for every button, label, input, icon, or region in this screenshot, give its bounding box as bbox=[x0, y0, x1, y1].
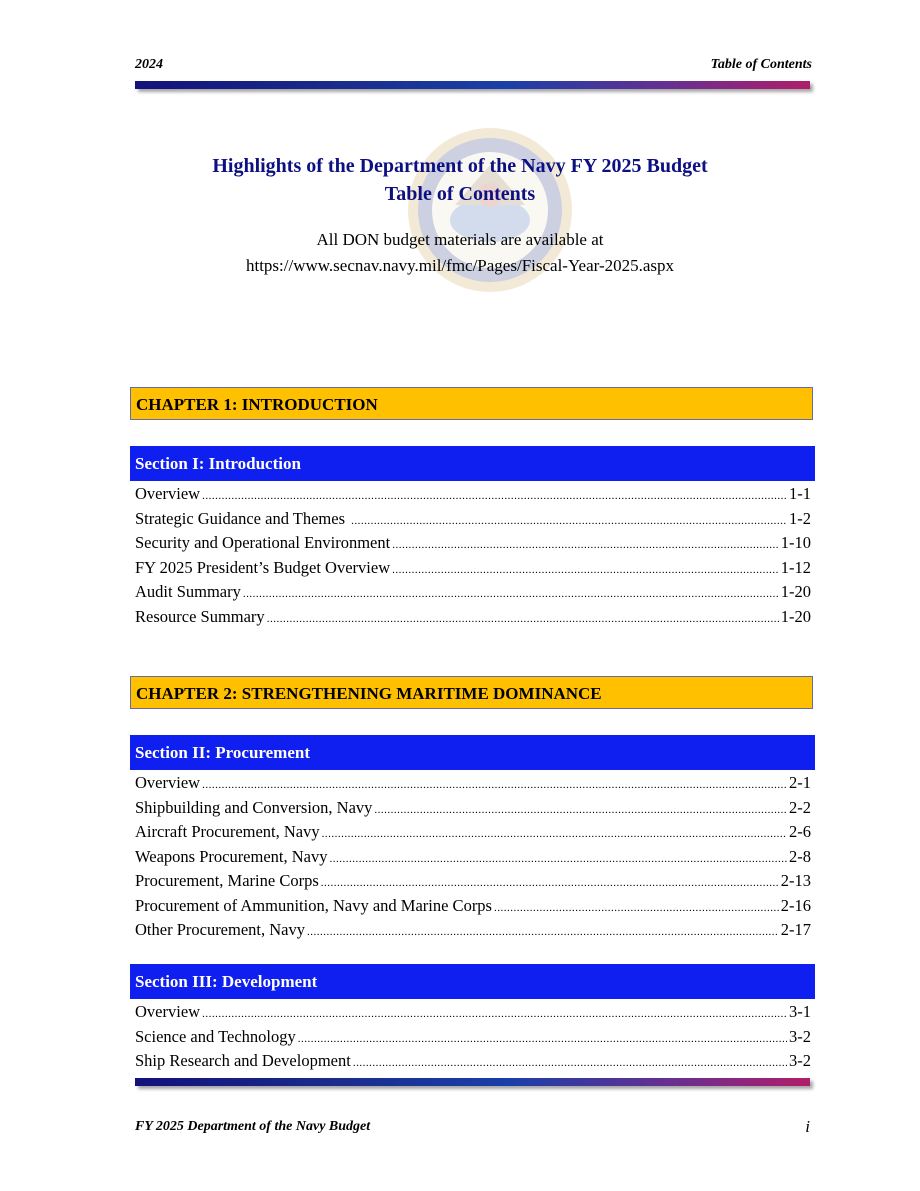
dot-leader bbox=[494, 896, 779, 921]
dot-leader bbox=[392, 558, 779, 583]
section-heading: Section III: Development bbox=[130, 964, 815, 999]
dot-leader bbox=[202, 484, 787, 509]
chapter-heading: CHAPTER 1: INTRODUCTION bbox=[130, 387, 813, 420]
toc-entry-page: 1-12 bbox=[780, 557, 811, 577]
toc-entry[interactable] bbox=[135, 482, 811, 507]
toc-entry-page: 3-2 bbox=[789, 1051, 811, 1070]
toc-entry[interactable] bbox=[135, 531, 811, 556]
toc-entry-label: Resource Summary bbox=[135, 606, 265, 626]
toc-entry[interactable] bbox=[135, 1025, 811, 1050]
dot-leader bbox=[307, 920, 779, 945]
toc-entry-label: Overview bbox=[135, 484, 201, 503]
document-title: Highlights of the Department of the Navy FY 2025 Budget bbox=[212, 155, 708, 177]
dot-leader bbox=[330, 847, 788, 872]
toc-entry[interactable] bbox=[135, 869, 811, 894]
dot-leader bbox=[202, 1002, 787, 1027]
dot-leader bbox=[243, 582, 779, 607]
dot-leader bbox=[351, 509, 787, 534]
toc-entry-page: 2-1 bbox=[789, 773, 811, 792]
dot-leader bbox=[374, 798, 787, 823]
toc-entry-page: 2-8 bbox=[789, 846, 811, 866]
toc-entry-label: Procurement of Ammunition, Navy and Marine Corps bbox=[135, 895, 492, 915]
section-heading: Section I: Introduction bbox=[130, 446, 815, 481]
toc-entry-page: 1-10 bbox=[780, 533, 811, 552]
toc-entry-page: 2-13 bbox=[780, 871, 811, 890]
toc-entry[interactable] bbox=[135, 556, 811, 581]
toc-list bbox=[135, 482, 811, 629]
toc-entry-page: 3-1 bbox=[789, 1002, 811, 1021]
toc-entry-page: 1-20 bbox=[780, 606, 811, 626]
dot-leader bbox=[322, 822, 787, 847]
dot-leader bbox=[392, 533, 779, 558]
toc-entry-label: Audit Summary bbox=[135, 582, 241, 601]
dot-leader bbox=[321, 871, 779, 896]
toc-entry[interactable] bbox=[135, 845, 811, 870]
page-number: i bbox=[805, 1117, 810, 1136]
toc-entry-page: 1-20 bbox=[780, 582, 811, 601]
footer-divider bbox=[135, 1078, 810, 1086]
toc-entry[interactable] bbox=[135, 580, 811, 605]
toc-entry-label: Aircraft Procurement, Navy bbox=[135, 822, 320, 841]
toc-entry-page: 2-2 bbox=[789, 797, 811, 817]
availability-note: All DON budget materials are available at bbox=[316, 230, 604, 249]
toc-entry[interactable] bbox=[135, 796, 811, 821]
toc-entry[interactable] bbox=[135, 894, 811, 919]
toc-entry-label: Overview bbox=[135, 773, 201, 792]
toc-list bbox=[135, 1000, 811, 1074]
header-divider bbox=[135, 81, 810, 89]
header-section-title: Table of Contents bbox=[710, 57, 812, 72]
toc-entry-page: 1-2 bbox=[789, 508, 811, 528]
dot-leader bbox=[298, 1027, 787, 1052]
toc-entry-label: Science and Technology bbox=[135, 1026, 296, 1046]
toc-entry[interactable] bbox=[135, 1000, 811, 1025]
toc-entry-label: Weapons Procurement, Navy bbox=[135, 846, 328, 866]
dot-leader bbox=[202, 773, 787, 798]
budget-materials-link[interactable]: https://www.secnav.navy.mil/fmc/Pages/Fiscal-Year-2025.aspx bbox=[245, 256, 675, 275]
toc-entry-label: Other Procurement, Navy bbox=[135, 920, 305, 939]
section-heading: Section II: Procurement bbox=[130, 735, 815, 770]
toc-entry-label: FY 2025 President’s Budget Overview bbox=[135, 557, 391, 577]
toc-entry[interactable] bbox=[135, 771, 811, 796]
toc-list bbox=[135, 771, 811, 943]
toc-entry-page: 2-17 bbox=[780, 920, 811, 939]
toc-entry-label: Procurement, Marine Corps bbox=[135, 871, 319, 890]
toc-entry-label: Ship Research and Development bbox=[135, 1051, 351, 1070]
toc-entry-page: 2-6 bbox=[789, 822, 811, 841]
toc-entry[interactable] bbox=[135, 918, 811, 943]
chapter-heading: CHAPTER 2: STRENGTHENING MARITIME DOMINANCE bbox=[130, 676, 813, 709]
toc-entry-page: 3-2 bbox=[789, 1026, 811, 1046]
footer-document-title: FY 2025 Department of the Navy Budget bbox=[135, 1119, 371, 1134]
dot-leader bbox=[267, 607, 779, 632]
toc-entry-page: 2-16 bbox=[780, 895, 811, 915]
toc-entry-page: 1-1 bbox=[789, 484, 811, 503]
toc-entry-label: Strategic Guidance and Themes bbox=[135, 508, 350, 528]
document-subtitle: Table of Contents bbox=[384, 183, 536, 205]
toc-entry-label: Security and Operational Environment bbox=[135, 533, 391, 552]
header-year: 2024 bbox=[135, 57, 163, 72]
toc-entry-label: Overview bbox=[135, 1002, 201, 1021]
toc-entry[interactable] bbox=[135, 507, 811, 532]
toc-entry-label: Shipbuilding and Conversion, Navy bbox=[135, 797, 373, 817]
dot-leader bbox=[353, 1051, 787, 1076]
toc-entry[interactable] bbox=[135, 1049, 811, 1074]
toc-entry[interactable] bbox=[135, 605, 811, 630]
toc-entry[interactable] bbox=[135, 820, 811, 845]
